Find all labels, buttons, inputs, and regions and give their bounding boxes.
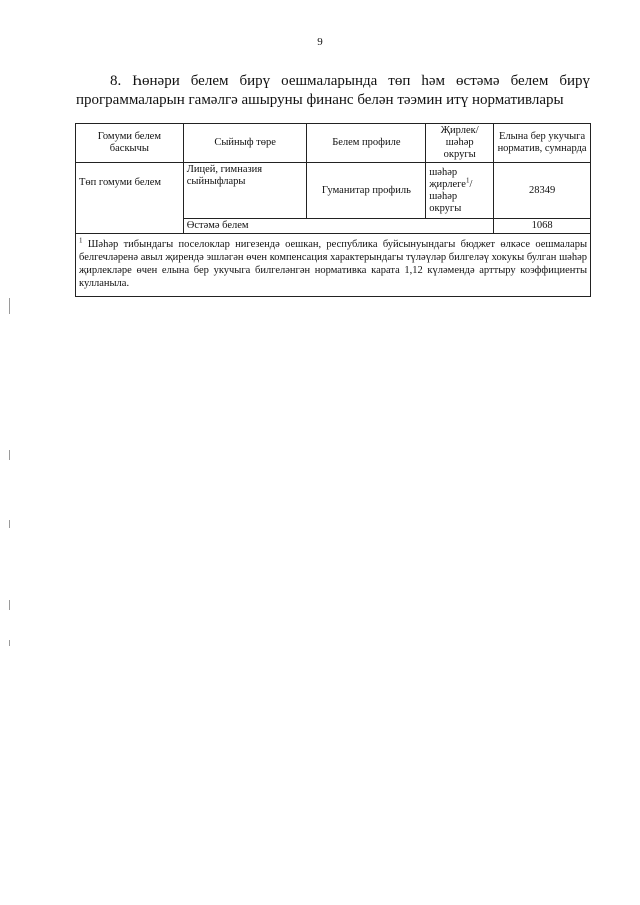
page-number: 9: [317, 36, 323, 48]
header-area: Җирлек/ шәһәр округы: [426, 124, 494, 163]
cell-level-text: Төп гомуми белем: [79, 177, 162, 188]
header-class-type: Сыйныф төре: [183, 124, 307, 163]
cell-area-text: шәһәр җирлеге: [429, 166, 466, 190]
funding-norms-table: [75, 123, 591, 297]
cell-additional-norm-value: 1068: [531, 220, 553, 231]
footnote-ref: 1: [465, 176, 470, 184]
scan-speck: [9, 450, 10, 460]
cell-area: [426, 163, 494, 219]
table-row: [76, 163, 591, 219]
cell-class-type-text: Лицей, гимназия сыйныфлары: [186, 164, 263, 187]
footnote-row: [76, 234, 591, 297]
scan-speck: [9, 600, 10, 610]
scan-speck: [9, 298, 10, 314]
cell-class-type: [183, 163, 307, 219]
cell-norm-value: 28349: [528, 184, 556, 196]
cell-additional-norm: [494, 219, 591, 234]
cell-additional-label-text: Өстәмә белем: [186, 220, 249, 231]
table-header-row: [76, 124, 591, 163]
scan-speck: [9, 640, 10, 646]
footnote: [76, 234, 591, 297]
header-norm: Елына бер укучыга норматив, сумнарда: [494, 124, 591, 163]
cell-level: [76, 163, 184, 234]
footnote-marker: 1: [79, 236, 83, 245]
cell-profile: [307, 163, 426, 219]
section-heading-line-1: 8. Һөнәри белем бирү оешмаларында төп һәм өстәмә белем бирү: [110, 73, 590, 89]
cell-additional-label: [183, 219, 493, 234]
footnote-text: Шәһәр тибындагы поселоклар нигезендә оешкан, республика буйсынуындагы бюджет өлкәсе оешмалары белгечләренә авыл җирендә эшләгән өчен компенсация характерындагы түләүләр билгеләү хокукы булган шәһәр җирлекләре өчен елына бер укучыга билгеләнгән нормативка карата 1,12 күләмендә арттыру коэффициенты кулланыла.: [79, 239, 588, 289]
scan-speck: [9, 520, 10, 528]
cell-profile-text: Гуманитар профиль: [321, 184, 411, 196]
header-level: Гомуми белем баскычы: [76, 124, 184, 163]
section-heading-line-2: программаларын гамәлгә ашыруны финанс белән тәэмин итү нормативлары: [76, 92, 564, 108]
cell-norm: [494, 163, 591, 219]
header-profile: Белем профиле: [307, 124, 426, 163]
section-heading: [76, 72, 590, 110]
cell-area-suffix: / шәһәр округы: [429, 178, 473, 214]
